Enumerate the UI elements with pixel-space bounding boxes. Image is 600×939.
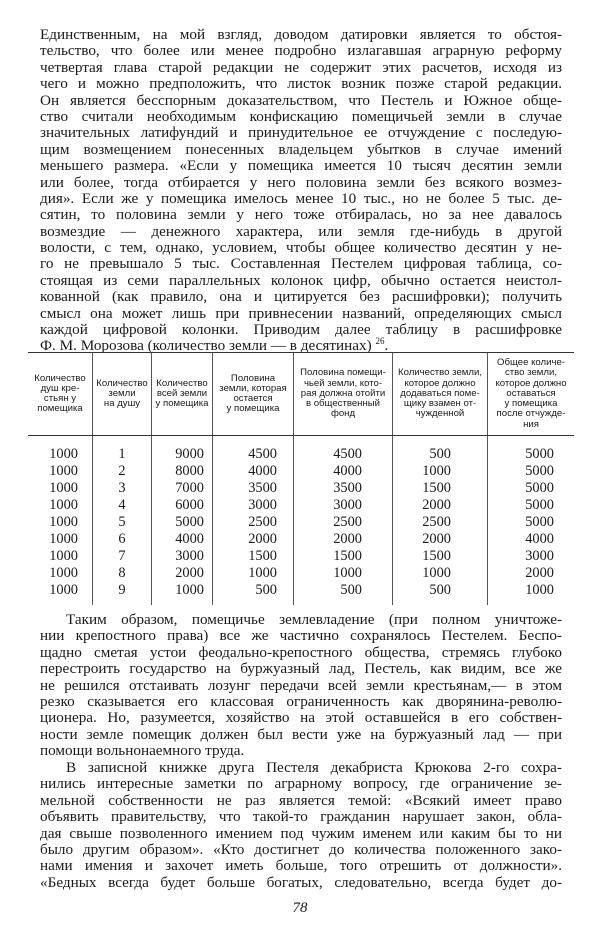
column-header: Половина помещи- чьей земли, кото- рая должна отойти в общественный фонд — [294, 353, 393, 436]
table-row — [28, 531, 574, 548]
table-cell: 2500 — [294, 514, 393, 531]
text-line — [40, 628, 562, 644]
text-line — [40, 727, 562, 743]
column-header: Количество земли на душу — [93, 353, 152, 436]
text-line-content: резко сказывается его классовая ограниченность как дворянина-револю- — [40, 692, 562, 710]
text-line-content: было другим образом». «Кто достигнет до количества положенного зако- — [40, 840, 562, 858]
table-cell: 1000 — [49, 480, 78, 496]
paragraph-kryukov-notes — [40, 760, 562, 891]
column-header: Общее количе- ство земли, которое должно оставаться у помещика после отчужде- ния — [488, 353, 575, 436]
table-cell: 1000 — [49, 531, 78, 547]
text-line — [40, 760, 562, 776]
table-cell: 1000 — [393, 565, 488, 582]
text-line-content: каждой цифровой колонки. Приводим далее таблицу в расшифровке — [40, 321, 562, 339]
footnote-reference: 26 — [375, 336, 385, 347]
text-line-content: дая свыше позволенного имением под чужим именем или каким бы то ни — [40, 824, 562, 842]
table-cell: 9 — [93, 582, 152, 605]
table-row — [28, 480, 574, 497]
table-cell: 500 — [393, 582, 488, 605]
text-line-content: четвертая глава старой редакции не содержит этих расчетов, исходя из — [40, 58, 562, 76]
text-line — [40, 793, 562, 809]
table-cell: 5000 — [488, 480, 575, 497]
text-line — [40, 207, 562, 223]
column-header: Количество земли, которое должно додаваться поме- щику взамен от- чужденной — [393, 353, 488, 436]
paragraph-landownership — [40, 612, 562, 760]
text-line-content: помощи вольнонаемного труда. — [40, 742, 245, 760]
text-line — [40, 710, 562, 726]
text-line-content: Ф. М. Морозова (количество земли — в десятинах) — [40, 337, 372, 355]
text-line — [40, 661, 562, 677]
text-line-content: Единственным, на мой взгляд, доводом датировки является то обстоя- — [40, 26, 562, 43]
table-cell: 3500 — [213, 480, 294, 497]
text-line — [40, 27, 562, 43]
text-line-content: нами имения и захочет иметь больше, того отрешить от должности». — [40, 857, 562, 875]
table-cell: 5000 — [488, 463, 575, 480]
table-cell: 3000 — [213, 497, 294, 514]
table-cell: 4500 — [294, 436, 393, 464]
table-cell: 1000 — [49, 463, 78, 479]
table-cell: 5000 — [488, 497, 575, 514]
text-line — [40, 645, 562, 661]
text-line-content: кованной (как правило, она и цитируется без расшифровки); получить — [40, 288, 562, 306]
text-line-content: смысл она может лишь при привнесении названий, определяющих смысл — [40, 304, 562, 322]
text-line — [40, 809, 562, 825]
text-line: Ф. М. Морозова (количество земли — в десятинах) $^{26}$. — [40, 336, 389, 355]
text-line — [40, 109, 562, 125]
column-header: Количество всей земли у помещика — [152, 353, 213, 436]
table-cell: 1000 — [49, 548, 78, 564]
text-line — [40, 256, 562, 272]
table-cell: 8 — [93, 565, 152, 582]
text-line-content: Он является бесспорным доказательством, что Пестель и Южное обще- — [40, 91, 562, 109]
table-cell: 6000 — [152, 497, 213, 514]
table-header-row — [28, 353, 574, 436]
text-line — [40, 125, 562, 141]
table-cell: 1500 — [393, 548, 488, 565]
table-cell: 5 — [93, 514, 152, 531]
table-cell: 6 — [93, 531, 152, 548]
table-cell: 1000 — [393, 463, 488, 480]
page-number: 78 — [292, 900, 308, 916]
paragraph-dating-argument — [40, 27, 562, 355]
table-cell: 4 — [93, 497, 152, 514]
text-line — [40, 142, 562, 158]
table-cell: 1000 — [49, 497, 78, 513]
table-cell: 8000 — [152, 463, 213, 480]
table-cell: 9000 — [152, 436, 213, 464]
table-cell: 1 — [93, 436, 152, 464]
table-cell: 3500 — [294, 480, 393, 497]
table-cell: 500 — [393, 436, 488, 464]
table-cell: 7 — [93, 548, 152, 565]
table-cell: 1000 — [49, 514, 78, 530]
table-cell: 2 — [93, 463, 152, 480]
table-cell: 2000 — [294, 531, 393, 548]
text-line-content: нились интересные заметки по аграрному вопросу, где ограничение зе- — [40, 775, 562, 793]
pestel-land-table — [28, 352, 574, 605]
table-cell: 2500 — [213, 514, 294, 531]
table-cell: 2000 — [393, 497, 488, 514]
text-line — [40, 175, 562, 191]
table-cell: 1000 — [294, 565, 393, 582]
text-line — [40, 743, 562, 759]
table-cell: 4000 — [294, 463, 393, 480]
table-cell: 1000 — [488, 582, 575, 605]
text-line-content: меньшего размера. «Если у помещика имеется 10 тысяч десятин земли — [40, 157, 562, 175]
text-line-content: В записной книжке друга Пестеля декабриста Крюкова 2-го сохра- — [66, 759, 562, 776]
table-cell: 1500 — [393, 480, 488, 497]
text-line-content: перестроить государство на буржуазный лад, Пестель, как видим, все же — [40, 660, 562, 678]
text-line-content: щадно сметая устои феодально-крепостного общества, стремясь глубоко — [40, 643, 562, 661]
text-line-content: не решился отстаивать лозунг передачи всей земли крестьянам,— в этом — [40, 676, 562, 694]
table-row — [28, 565, 574, 582]
table-row — [28, 582, 574, 605]
table-cell: 1500 — [294, 548, 393, 565]
text-line-content: или более, тогда отбирается у него половина земли без всякого возмез- — [40, 173, 562, 191]
table-cell: 4000 — [213, 463, 294, 480]
text-line-content: Таким образом, помещичье землевладение (при полном уничтоже- — [66, 611, 562, 628]
table-row — [28, 548, 574, 565]
text-line — [40, 93, 562, 109]
text-line — [40, 43, 562, 59]
table-row — [28, 436, 574, 464]
text-line-content: дия». Если же у помещика имелось менее 10 тыс., но не более 5 тыс. де- — [40, 189, 562, 207]
table-cell: 5000 — [488, 436, 575, 464]
table-cell: 1000 — [49, 582, 78, 598]
column-header: Половина земли, которая остается у помещика — [213, 353, 294, 436]
table-cell: 2000 — [488, 565, 575, 582]
table-cell: 5000 — [152, 514, 213, 531]
table-cell: 4000 — [488, 531, 575, 548]
table-cell: 4500 — [213, 436, 294, 464]
text-line-content: значительных латифундий и принудительное ее отчуждение с последую- — [40, 124, 562, 142]
text-line-content: волости, с тем, однако, условием, чтобы общее количество десятин у не- — [40, 239, 562, 257]
text-line — [40, 612, 562, 628]
text-line — [40, 678, 562, 694]
text-line-content: сятин, то половина земли у него тоже отбиралась, но за нее давалось — [40, 206, 562, 224]
text-line — [40, 273, 562, 289]
table-cell: 1000 — [49, 446, 78, 462]
text-line-content: ство считали необходимым конфискацию помещичьей земли в случае — [40, 107, 562, 125]
table-cell: 3000 — [152, 548, 213, 565]
text-line — [40, 76, 562, 92]
text-line-content: нии крепостного права) все же частично сохранялось Пестелем. Беспо- — [40, 627, 562, 645]
table-cell: 7000 — [152, 480, 213, 497]
table-cell: 2000 — [152, 565, 213, 582]
text-line — [40, 694, 562, 710]
text-line-content: ционера. Но, разумеется, хозяйство на этой оставшейся в его собствен- — [40, 709, 562, 727]
table-cell: 500 — [294, 582, 393, 605]
text-line — [40, 322, 562, 338]
text-line-content: чего и можно предположить, что листок возник позже старой редакции. — [40, 75, 562, 93]
text-line — [40, 826, 562, 842]
text-line-content: го не превышало 5 тыс. Составленная Пестелем цифровая таблица, со- — [40, 255, 562, 273]
text-line-content: мельной собственности не раз является темой: «Всякий имеет право — [40, 791, 562, 809]
text-line-content: возмездие — денежного характера, или земля где-нибудь в другой — [40, 222, 562, 240]
text-line — [40, 842, 562, 858]
table-cell: 1000 — [49, 565, 78, 581]
text-line-content: объявить правительству, что такой-то гражданин нарушает закон, обла- — [40, 808, 562, 826]
text-line — [40, 191, 562, 207]
text-line — [40, 240, 562, 256]
table-body — [28, 436, 574, 606]
text-line-content: стоящая из семи параллельных колонок цифр, обычно остается неистол- — [40, 271, 562, 289]
table-cell: 5000 — [488, 514, 575, 531]
table-cell: 2000 — [213, 531, 294, 548]
text-line — [40, 776, 562, 792]
text-line — [40, 306, 562, 322]
text-line — [40, 875, 562, 891]
table-cell: 500 — [213, 582, 294, 605]
table-cell: 2500 — [393, 514, 488, 531]
table-cell: 3000 — [294, 497, 393, 514]
column-header: Количество душ кре- стьян у помещика — [28, 353, 93, 436]
table-cell: 3 — [93, 480, 152, 497]
table-cell: 1000 — [213, 565, 294, 582]
table-cell: 3000 — [488, 548, 575, 565]
table-row — [28, 497, 574, 514]
table-row — [28, 514, 574, 531]
table-cell: 4000 — [152, 531, 213, 548]
text-line — [40, 60, 562, 76]
text-line — [40, 858, 562, 874]
table-cell: 2000 — [393, 531, 488, 548]
text-line-content: тельство, что более или менее подробно излагавшая аграрную реформу — [40, 42, 562, 60]
text-line-content: щим возмещением понесенных владельцем убытков в случае имений — [40, 140, 562, 158]
table-cell: 1000 — [152, 582, 213, 605]
text-line — [40, 289, 562, 305]
table-cell: 1500 — [213, 548, 294, 565]
text-line — [40, 158, 562, 174]
text-line — [40, 224, 562, 240]
text-line-content: ности земле помещик должен был вести уже на буржуазный лад — при — [40, 725, 562, 743]
text-line-content: «Бедных всегда будет больше богатых, следовательно, всегда будет до- — [40, 873, 562, 891]
table-row — [28, 463, 574, 480]
